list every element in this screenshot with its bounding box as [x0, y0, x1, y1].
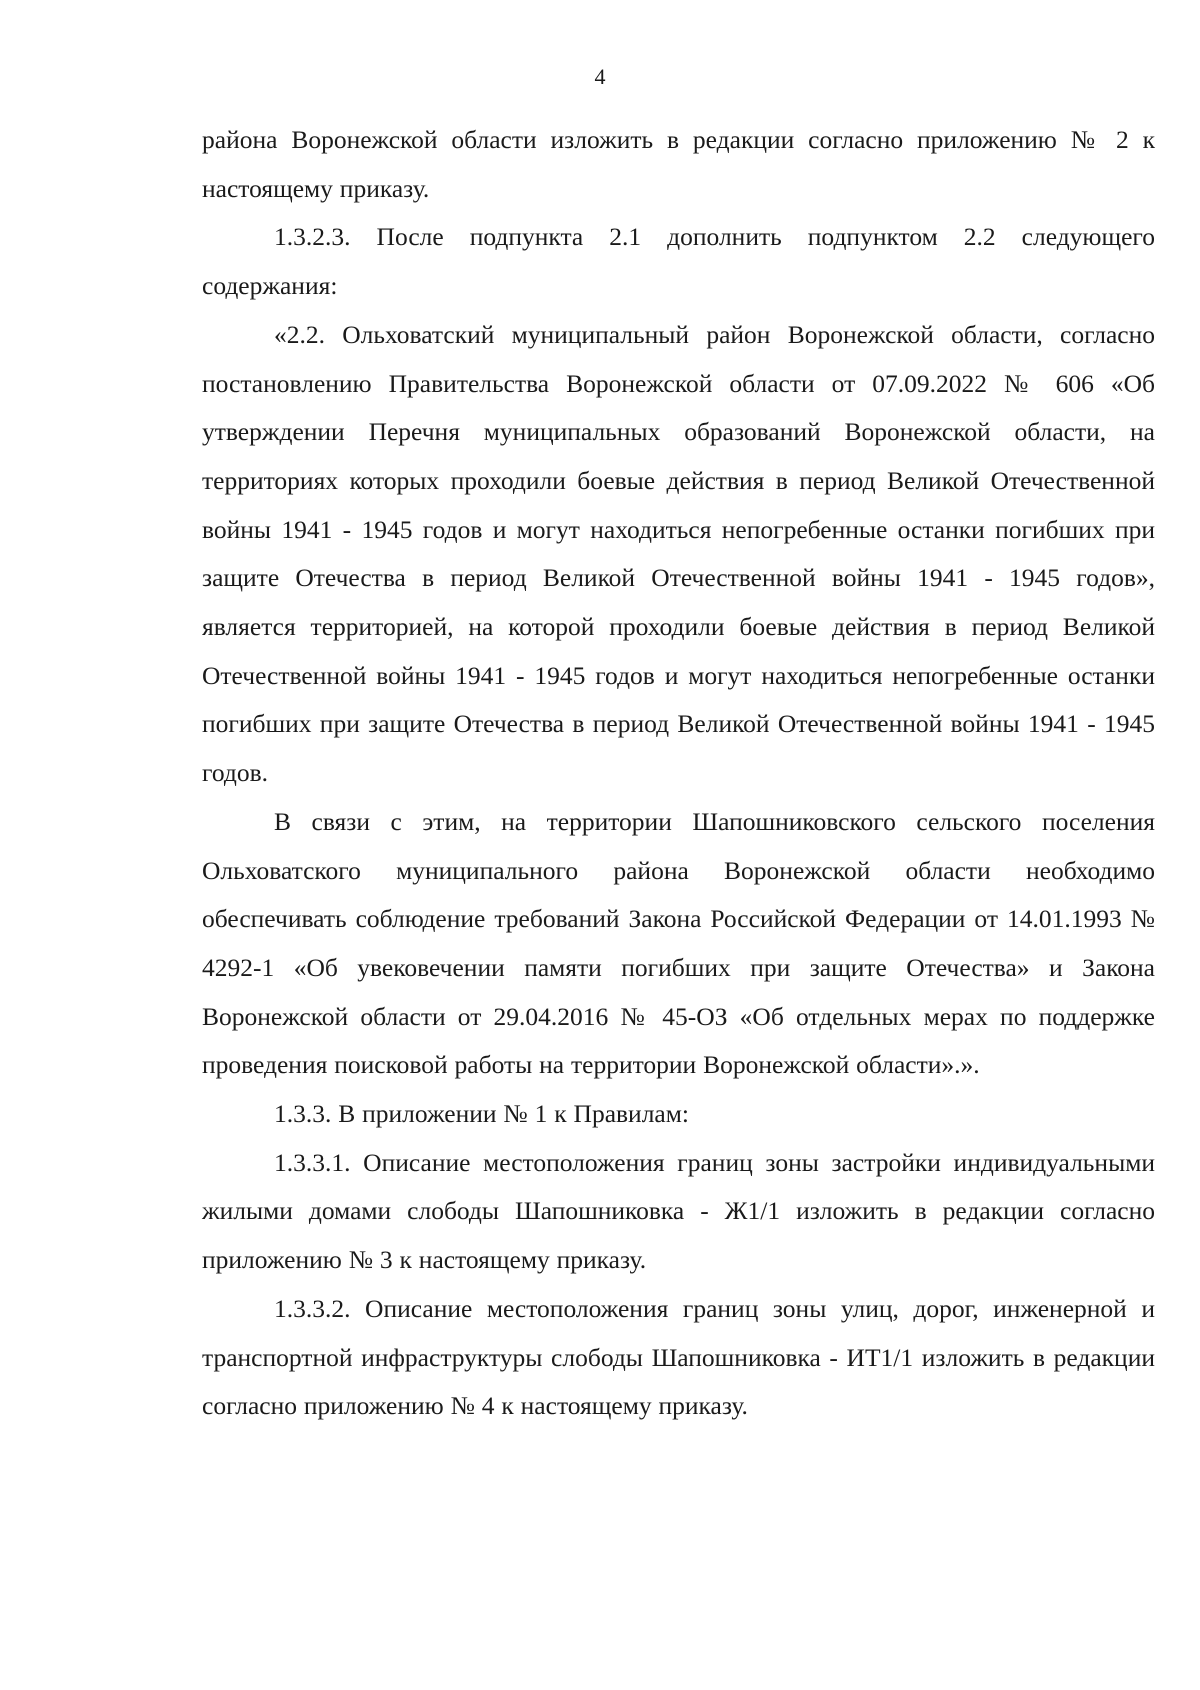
- paragraph-1: района Воронежской области изложить в редакции согласно приложению № 2 к настоящему приказу.: [202, 125, 1155, 203]
- page-number: 4: [594, 64, 606, 89]
- paragraph-2-2-quote: «2.2. Ольховатский муниципальный район Воронежской области, согласно постановлению Правительства Воронежской области от 07.09.2022 № 606 «Об утверждении Перечня муниципальных образований Воронежской области, на территориях которых проходили боевые действия в период Великой Отечественной войны 1941 - 1945 годов и могут находиться непогребенные останки погибших при защите Отечества в период Великой Отечественной войны 1941 - 1945 годов», является территорией, на которой проходили боевые действия в период Великой Отечественной войны 1941 - 1945 годов и могут находиться непогребенные останки погибших при защите Отечества в период Великой Отечественной войны 1941 - 1945 годов.: [202, 319, 1155, 788]
- paragraph-1-3-2-3: 1.3.2.3. После подпункта 2.1 дополнить подпунктом 2.2 следующего содержания:: [202, 222, 1155, 301]
- paragraph-in-connection: В связи с этим, на территории Шапошниковского сельского поселения Ольховатского муниципального района Воронежской области необходимо обеспечивать соблюдение требований Закона Российской Федерации от 14.01.1993 № 4292-1 «Об увековечении памяти погибших при защите Отечества» и Закона Воронежской области от 29.04.2016 № 45-ОЗ «Об отдельных мерах по поддержке проведения поисковой работы на территории Воронежской области».».: [202, 806, 1155, 1080]
- document-body: [202, 116, 1155, 1431]
- paragraph-1-3-3-1: 1.3.3.1. Описание местоположения границ зоны застройки индивидуальными жилыми домами слободы Шапошниковка - Ж1/1 изложить в редакции согласно приложению № 3 к настоящему приказу.: [202, 1147, 1155, 1275]
- paragraph-1-3-3-2: 1.3.3.2. Описание местоположения границ зоны улиц, дорог, инженерной и транспортной инфраструктуры слободы Шапошниковка - ИТ1/1 изложить в редакции согласно приложению № 4 к настоящему приказу.: [202, 1293, 1155, 1421]
- paragraph-1-3-3: 1.3.3. В приложении № 1 к Правилам:: [274, 1099, 689, 1129]
